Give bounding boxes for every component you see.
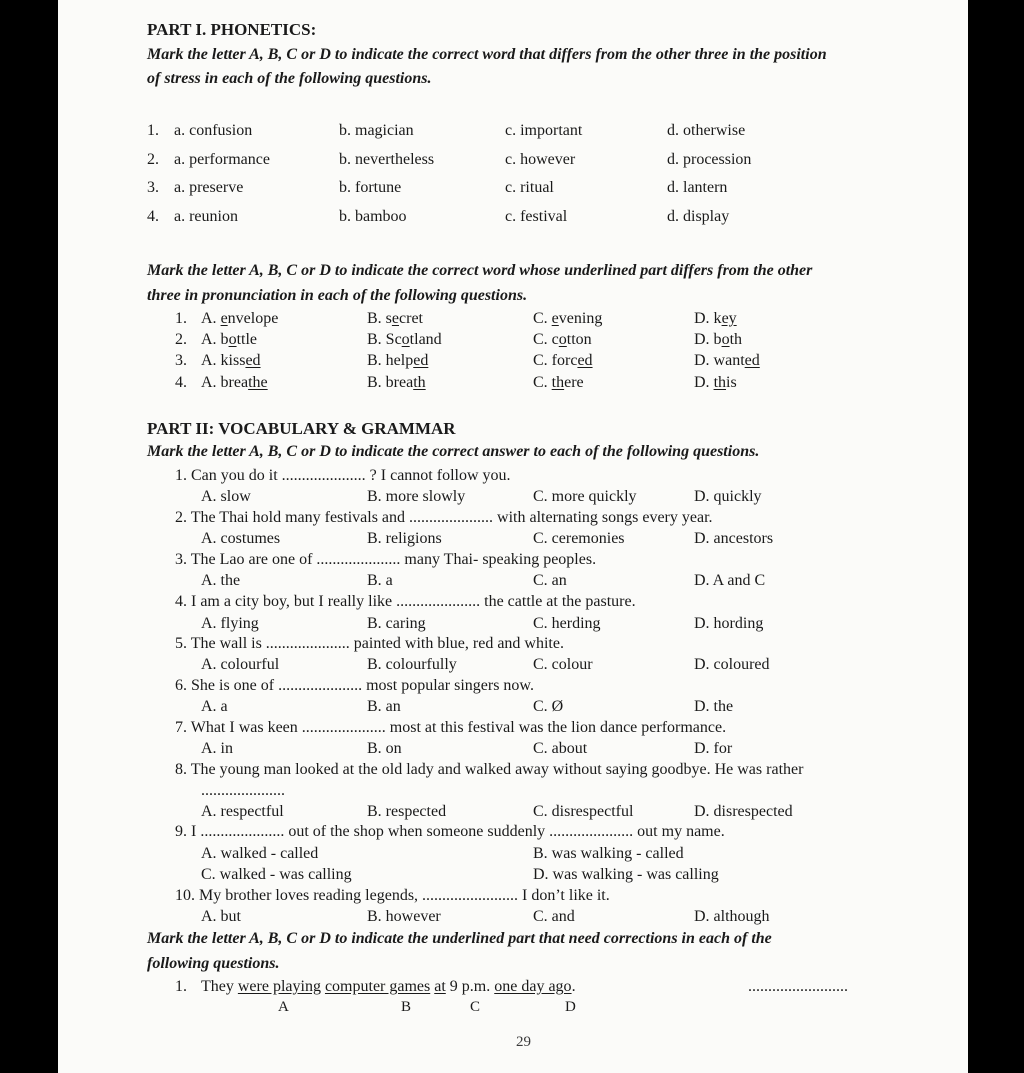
answer-option: C. and — [533, 908, 575, 925]
answer-option: D. although — [694, 908, 770, 925]
answer-option: A. slow — [201, 488, 251, 505]
stress-option: a. reunion — [174, 208, 238, 225]
correction-instruction-line1: Mark the letter A, B, C or D to indicate the underlined part that need corrections in each of the — [147, 930, 772, 947]
stress-q-number: 2. — [147, 151, 159, 168]
answer-option: A. in — [201, 740, 233, 757]
answer-option: C. more quickly — [533, 488, 637, 505]
part-b: computer games — [324, 978, 431, 995]
stress-option: a. preserve — [174, 179, 244, 196]
pron-option: A. kissed — [201, 352, 261, 369]
answer-option: C. disrespectful — [533, 803, 634, 820]
answer-option: A. costumes — [201, 530, 281, 547]
question-stem: 9. I ..................... out of the shop when someone suddenly ..................... out my name. — [175, 823, 725, 840]
stress-option: d. lantern — [667, 179, 728, 196]
answer-option: B. on — [367, 740, 402, 757]
pron-option: D. this — [694, 374, 737, 391]
pron-option: A. bottle — [201, 331, 257, 348]
answer-option: C. colour — [533, 656, 593, 673]
question-stem: 3. The Lao are one of ..................... many Thai- speaking peoples. — [175, 551, 597, 568]
answer-option: C. an — [533, 572, 567, 589]
label-c: C — [470, 999, 481, 1015]
pron-option: D. wanted — [694, 352, 760, 369]
answer-option: A. a — [201, 698, 228, 715]
stress-q-number: 1. — [147, 122, 159, 139]
answer-option: A. the — [201, 572, 241, 589]
question-stem: 1. Can you do it ..................... ? I cannot follow you. — [175, 467, 511, 484]
correction-q-number: 1. — [175, 978, 187, 995]
answer-option: B. a — [367, 572, 393, 589]
pron-q-number: 1. — [175, 310, 187, 327]
part-d: one day ago — [494, 978, 572, 995]
stress-option: a. performance — [174, 151, 270, 168]
pron-q-number: 4. — [175, 374, 187, 391]
stress-option: d. display — [667, 208, 730, 225]
answer-option: B. religions — [367, 530, 442, 547]
pron-q-number: 2. — [175, 331, 187, 348]
answer-option: D. quickly — [694, 488, 762, 505]
pron-option: C. cotton — [533, 331, 592, 348]
answer-option: B. caring — [367, 615, 426, 632]
answer-option: C. about — [533, 740, 588, 757]
stress-option: b. magician — [339, 122, 414, 139]
page-number: 29 — [516, 1034, 531, 1050]
stress-option: b. nevertheless — [339, 151, 435, 168]
question-stem: 8. The young man looked at the old lady and walked away without saying goodbye. He was rather — [175, 761, 804, 778]
stress-option: d. otherwise — [667, 122, 746, 139]
question-stem: 5. The wall is ..................... painted with blue, red and white. — [175, 635, 564, 652]
answer-option: B. more slowly — [367, 488, 466, 505]
answer-option: B. colourfully — [367, 656, 457, 673]
stress-option: b. bamboo — [339, 208, 407, 225]
answer-option: B. an — [367, 698, 401, 715]
stress-instruction-line2: of stress in each of the following questions. — [147, 70, 432, 87]
answer-option: D. the — [694, 698, 734, 715]
pron-option: C. forced — [533, 352, 593, 369]
answer-option: A. but — [201, 908, 241, 925]
part2-heading: PART II: VOCABULARY & GRAMMAR — [147, 419, 456, 438]
answer-blank: ......................... — [748, 978, 848, 995]
stress-option: d. procession — [667, 151, 752, 168]
pron-option: C. evening — [533, 310, 603, 327]
stress-option: c. important — [505, 122, 583, 139]
pron-option: A. envelope — [201, 310, 279, 327]
part-a: were playing — [237, 978, 321, 995]
answer-option: B. was walking - called — [533, 845, 684, 862]
stress-option: b. fortune — [339, 179, 402, 196]
answer-option: A. respectful — [201, 803, 284, 820]
part-c: at — [434, 978, 446, 995]
question-stem: 4. I am a city boy, but I really like ..................... the cattle at the pasture. — [175, 593, 636, 610]
pron-option: D. both — [694, 331, 743, 348]
pron-option: C. there — [533, 374, 584, 391]
correction-instruction-line2: following questions. — [147, 955, 280, 972]
stress-option: c. festival — [505, 208, 568, 225]
answer-option: D. A and C — [694, 572, 766, 589]
answer-option: C. herding — [533, 615, 601, 632]
correction-sentence: They were playing computer games at 9 p.m. one day ago. — [201, 978, 576, 995]
answer-option: D. disrespected — [694, 803, 793, 820]
answer-blank: ..................... — [201, 782, 285, 799]
answer-option: C. ceremonies — [533, 530, 625, 547]
question-stem: 7. What I was keen ..................... most at this festival was the lion dance performance. — [175, 719, 727, 736]
question-stem: 10. My brother loves reading legends, ........................ I don’t like it. — [175, 887, 610, 904]
pron-instruction-line1: Mark the letter A, B, C or D to indicate the correct word whose underlined part differs from the other — [147, 262, 813, 279]
answer-option: D. for — [694, 740, 733, 757]
answer-option: A. flying — [201, 615, 259, 632]
answer-option: D. was walking - was calling — [533, 866, 719, 883]
part1-heading: PART I. PHONETICS: — [147, 20, 317, 39]
answer-option: A. walked - called — [201, 845, 319, 862]
stress-q-number: 4. — [147, 208, 159, 225]
pron-option: B. breath — [367, 374, 426, 391]
stress-q-number: 3. — [147, 179, 159, 196]
answer-option: C. Ø — [533, 698, 564, 715]
worksheet-page — [58, 0, 968, 1073]
label-b: B — [401, 999, 412, 1015]
answer-option: D. hording — [694, 615, 764, 632]
answer-option: B. however — [367, 908, 441, 925]
answer-option: A. colourful — [201, 656, 280, 673]
pron-instruction-line2: three in pronunciation in each of the following questions. — [147, 287, 528, 304]
pron-option: A. breathe — [201, 374, 268, 391]
label-d: D — [565, 999, 576, 1015]
answer-option: D. coloured — [694, 656, 770, 673]
pron-option: B. Scotland — [367, 331, 442, 348]
part2-instruction: Mark the letter A, B, C or D to indicate the correct answer to each of the following questions. — [147, 443, 760, 460]
question-stem: 6. She is one of ..................... most popular singers now. — [175, 677, 534, 694]
answer-option: C. walked - was calling — [201, 866, 352, 883]
stress-option: a. confusion — [174, 122, 253, 139]
stress-instruction-line1: Mark the letter A, B, C or D to indicate the correct word that differs from the other three in the position — [147, 46, 827, 63]
question-stem: 2. The Thai hold many festivals and ..................... with alternating songs every year. — [175, 509, 713, 526]
pron-option: B. helped — [367, 352, 429, 369]
answer-option: B. respected — [367, 803, 447, 820]
pron-q-number: 3. — [175, 352, 187, 369]
label-a: A — [278, 999, 289, 1015]
pron-option: D. key — [694, 310, 737, 327]
answer-option: D. ancestors — [694, 530, 774, 547]
stress-option: c. however — [505, 151, 576, 168]
stress-option: c. ritual — [505, 179, 554, 196]
pron-option: B. secret — [367, 310, 423, 327]
